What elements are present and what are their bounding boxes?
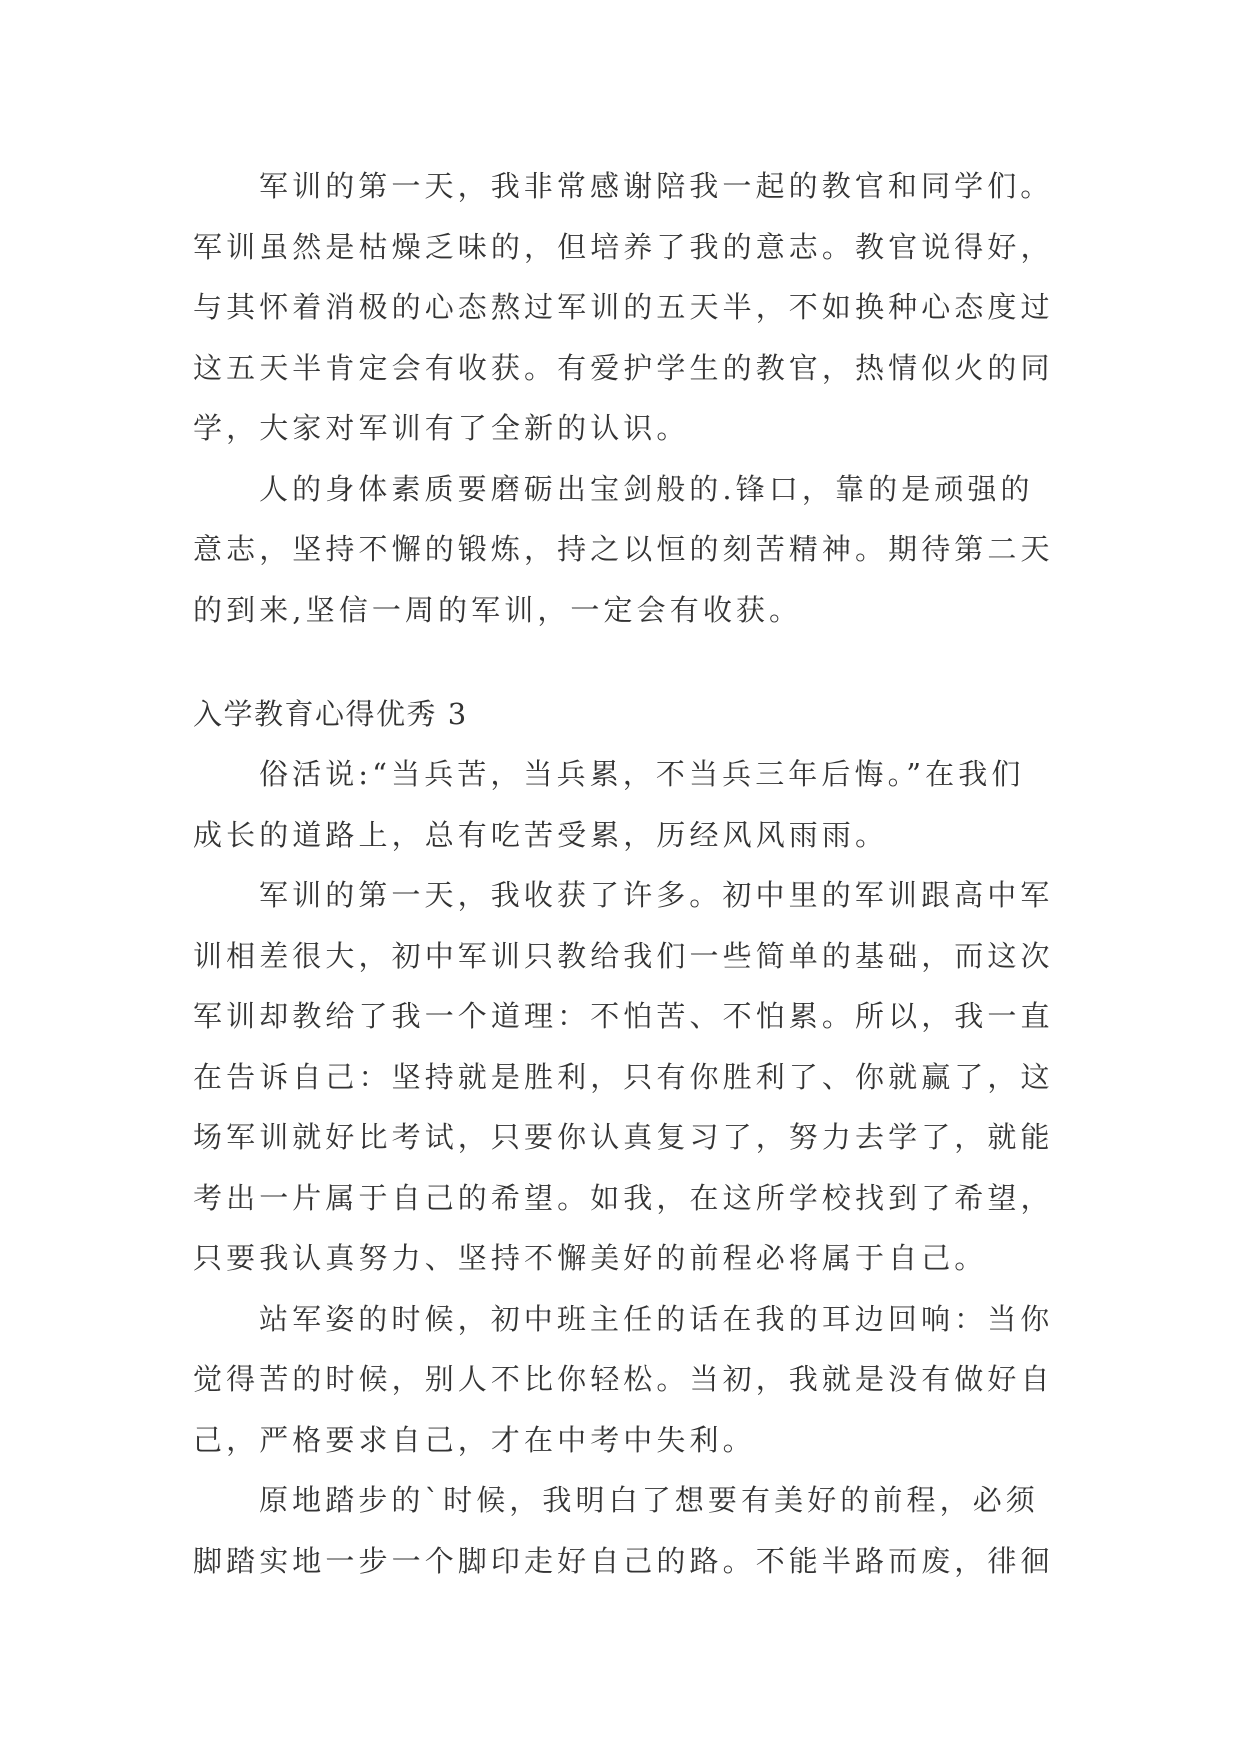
text-line: 原地踏步的`时候，我明白了想要有美好的前程，必须 xyxy=(259,1483,1039,1517)
text-line: 考出一片属于自己的希望。如我，在这所学校找到了希望， xyxy=(193,1180,1054,1215)
text-line: 学，大家对军训有了全新的认识。 xyxy=(193,411,690,445)
text-line: 人的身体素质要磨砺出宝剑般的.锋口，靠的是顽强的 xyxy=(259,471,1034,506)
text-line: 在告诉自己：坚持就是胜利，只有你胜利了、你就赢了，这 xyxy=(193,1059,1054,1094)
text-line: 军训的第一天，我非常感谢陪我一起的教官和同学们。 xyxy=(259,169,1054,203)
text-line: 军训的第一天，我收获了许多。初中里的军训跟高中军 xyxy=(259,878,1054,912)
essay-section-3-body xyxy=(193,744,1053,1591)
paragraph xyxy=(193,1470,1053,1591)
text-line: 脚踏实地一步一个脚印走好自己的路。不能半路而废，徘徊 xyxy=(193,1543,1054,1578)
text-line: 军训却教给了我一个道理：不怕苦、不怕累。所以，我一直 xyxy=(193,999,1054,1033)
paragraph xyxy=(193,156,1053,459)
text-line: 场军训就好比考试，只要你认真复习了，努力去学了，就能 xyxy=(193,1120,1054,1154)
paragraph xyxy=(193,865,1053,1289)
text-line: 意志，坚持不懈的锻炼，持之以恒的刻苦精神。期待第二天 xyxy=(193,532,1054,566)
text-line: 站军姿的时候，初中班主任的话在我的耳边回响：当你 xyxy=(259,1301,1054,1336)
paragraph xyxy=(193,1289,1053,1471)
text-line: 与其怀着消极的心态熬过军训的五天半，不如换种心态度过 xyxy=(193,290,1054,324)
text-line: 俗活说:“当兵苦，当兵累，不当兵三年后悔。”在我们 xyxy=(259,757,1025,791)
paragraph xyxy=(193,459,1053,641)
text-line: 成长的道路上，总有吃苦受累，历经风风雨雨。 xyxy=(193,817,889,852)
section-title: 入学教育心得优秀 3 xyxy=(193,697,468,731)
essay-section-2-body xyxy=(193,156,1053,640)
text-line: 军训虽然是枯燥乏味的，但培养了我的意志。教官说得好， xyxy=(193,229,1054,264)
text-line: 的到来,坚信一周的军训，一定会有收获。 xyxy=(193,592,803,627)
paragraph xyxy=(193,744,1053,865)
text-line: 这五天半肯定会有收获。有爱护学生的教官，热情似火的同 xyxy=(193,350,1054,385)
text-line: 觉得苦的时候，别人不比你轻松。当初，我就是没有做好自 xyxy=(193,1362,1054,1396)
section-heading xyxy=(193,684,1053,745)
text-line: 训相差很大，初中军训只教给我们一些简单的基础，而这次 xyxy=(193,938,1054,973)
text-line: 己，严格要求自己，才在中考中失利。 xyxy=(193,1422,756,1457)
text-line: 只要我认真努力、坚持不懈美好的前程必将属于自己。 xyxy=(193,1241,988,1275)
